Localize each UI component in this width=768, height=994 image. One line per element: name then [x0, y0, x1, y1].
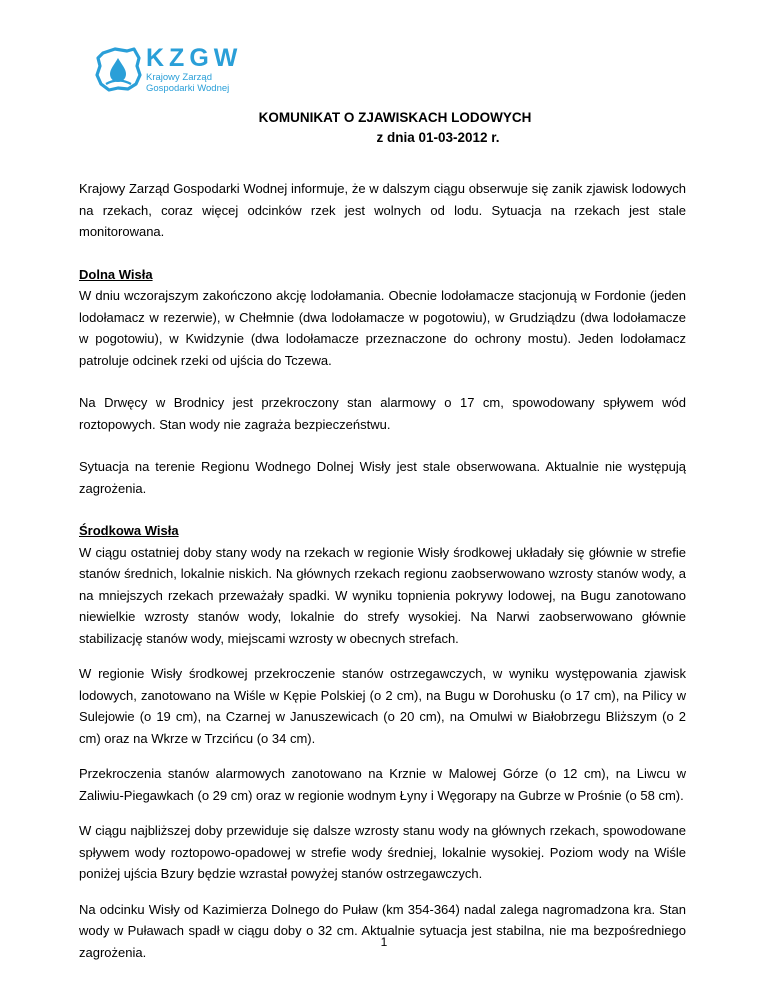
srodkowa-wisla-paragraph-5: Na odcinku Wisły od Kazimierza Dolnego do Puław (km 354-364) nadal zalega nagromadzona kra. Stan wody w Puławach spadł w ciągu doby o 32 cm. Aktualnie sytuacja jest stabilna, nie ma bezpośredniego zagrożenia.: [79, 901, 686, 960]
logo-text: [146, 44, 242, 94]
intro-paragraph: Krajowy Zarząd Gospodarki Wodnej informuje, że w dalszym ciągu obserwuje się zanik zjawisk lodowych na rzekach, coraz więcej odcinków rzek jest wolnych od lodu. Sytuacja na rzekach jest stale monitorowana.: [79, 181, 686, 239]
dolna-wisla-paragraph-1: W dniu wczorajszym zakończono akcję lodołamania. Obecnie lodołamacze stacjonują w Fordonie (jeden lodołamacz w rezerwie), w Chełmnie (dwa lodołamacze w pogotowiu), w Grudziądzu (dwa lodołamacze w pogotowiu), w Kwidzynie (dwa lodołamacze przeznaczone do ochrony mostu). Jeden lodołamacz patroluje odcinek rzeki od ujścia do Tczewa.: [79, 288, 686, 368]
srodkowa-wisla-paragraph-1: W ciągu ostatniej doby stany wody na rzekach w regionie Wisły środkowej układały się głównie w strefie stanów średnich, lokalnie niskich. Na głównych rzekach regionu zaobserwowano wzrosty stanów wody, a na mniejszych rzekach przeważały spadki. W wyniku topnienia pokrywy lodowej, na Bugu zanotowano niewielkie wzrosty stanów wody, lokalnie do strefy wysokiej. Na Narwi zaobserwowano głównie stabilizację stanów wody, miejscami wzrosty w obecnych strefach.: [79, 544, 686, 646]
logo-name-line1: Krajowy Zarząd: [146, 72, 212, 83]
title-date: z dnia 01-03-2012 r.: [376, 130, 500, 145]
document-title: [0, 108, 768, 148]
dolna-wisla-paragraph-2: Na Drwęcy w Brodnicy jest przekroczony stan alarmowy o 17 cm, spowodowany spływem wód roztopowych. Stan wody nie zagraża bezpieczeństwu.: [79, 395, 686, 432]
srodkowa-wisla-paragraph-4: W ciągu najbliższej doby przewiduje się dalsze wzrosty stanu wody na głównych rzekach, spowodowane spływem wody roztopowo-opadowej w strefie wody średniej, lokalnie wysokiej. Poziom wody na Wiśle poniżej ujścia Bzury będzie wzrastał powyżej stanów ostrzegawczych.: [79, 823, 686, 881]
section-heading-dolna-wisla: Dolna Wisła: [79, 266, 153, 282]
srodkowa-wisla-paragraph-2: W regionie Wisły środkowej przekroczenie stanów ostrzegawczych, w wyniku występowania zjawisk lodowych, zanotowano na Wiśle w Kępie Polskiej (o 2 cm), na Bugu w Dorohusku (o 17 cm), na Pilicy w Sulejowie (o 19 cm), na Czarnej w Januszewicach (o 20 cm), na Omulwi w Białobrzegu Bliższym (o 2 cm) oraz na Wkrze w Trzcińcu (o 34 cm).: [79, 666, 686, 746]
poland-map-water-drop-icon: [93, 44, 143, 94]
title-main: KOMUNIKAT O ZJAWISKACH LODOWYCH: [258, 110, 532, 125]
logo-abbreviation: KZGW: [146, 44, 243, 72]
page-number: 1: [380, 935, 388, 949]
kzgw-logo: [93, 44, 243, 100]
document-body: [79, 178, 686, 977]
dolna-wisla-paragraph-3: Sytuacja na terenie Regionu Wodnego Dolnej Wisły jest stale obserwowana. Aktualnie nie występują zagrożenia.: [79, 459, 686, 496]
logo-name-line2: Gospodarki Wodnej: [146, 83, 230, 94]
srodkowa-wisla-paragraph-3: Przekroczenia stanów alarmowych zanotowano na Krznie w Malowej Górze (o 12 cm), na Liwcu w Zaliwiu-Piegawkach (o 29 cm) oraz w regionie wodnym Łyny i Węgorapy na Gubrze w Prośnie (o 58 cm).: [79, 766, 686, 803]
section-heading-srodkowa-wisla: Środkowa Wisła: [79, 523, 179, 538]
